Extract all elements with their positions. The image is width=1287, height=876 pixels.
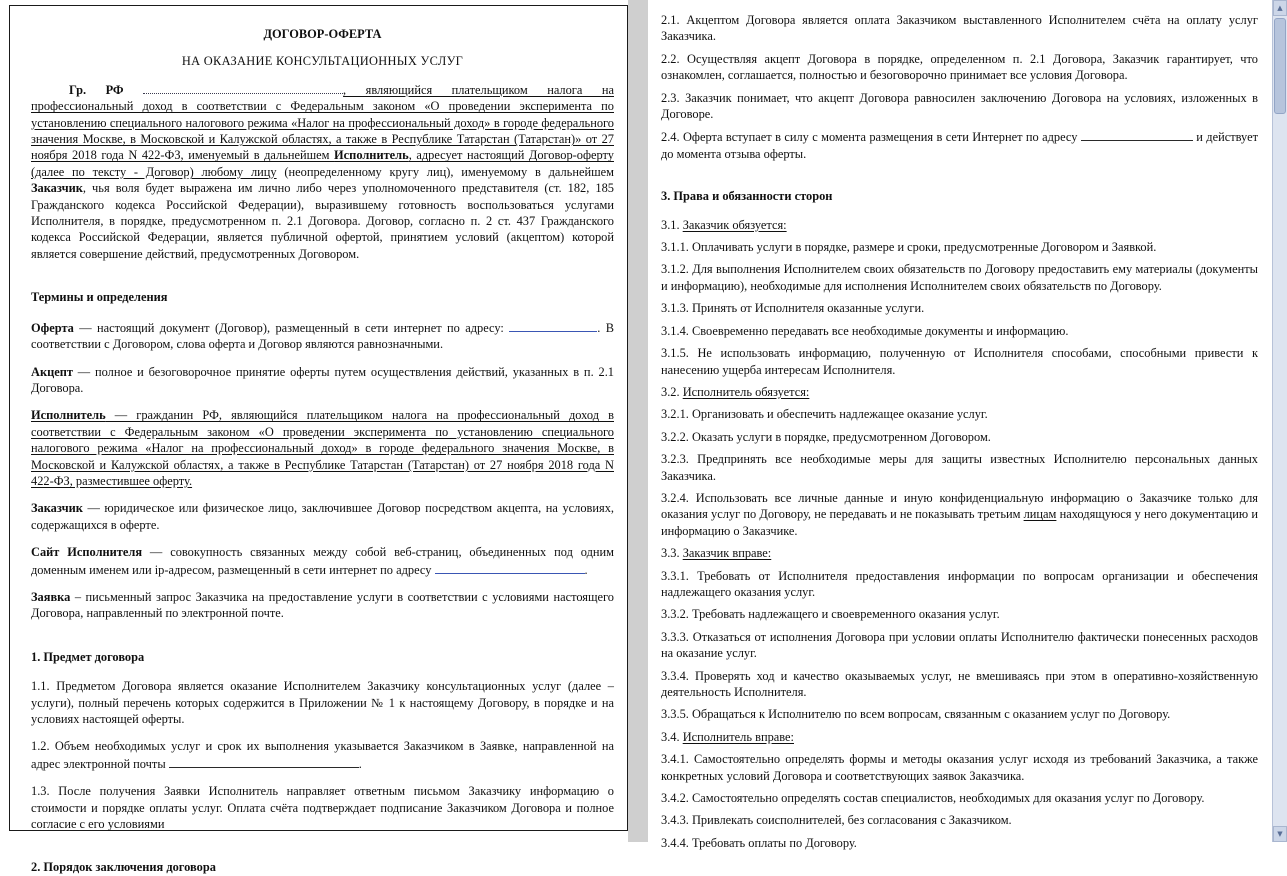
blank-field[interactable] [143, 81, 343, 94]
paragraph [661, 90, 1258, 123]
text-run: 3.3.2. Требовать надлежащего и своевременного оказания услуг. [661, 607, 1000, 622]
text-run: 3.3.5. Обращаться к Исполнителю по всем вопросам, связанным с оказанием услуг по Договору. [661, 707, 1171, 722]
blank-field[interactable] [1081, 128, 1193, 141]
page-2-content [648, 0, 1272, 851]
text-run: находящуюся у него документацию и информацию о Заказчике. [661, 507, 1258, 538]
text-run: Заявка [31, 589, 71, 604]
text-run: . [584, 562, 588, 577]
text-run: — полное и безоговорочное принятие оферты путем осуществления действий, указанных в п. 2.1 Договора. [31, 364, 614, 395]
text-run: 3.1.5. Не использовать информацию, полученную от Исполнителя способами, способными привести к нанесению ущерба интересам Исполнителя. [661, 346, 1258, 377]
text-run: Акцепт [31, 364, 73, 379]
text-run: (неопределенному кругу лиц), именуемому в дальнейшем [276, 164, 614, 179]
page-gap [628, 0, 648, 842]
paragraph [661, 429, 1258, 445]
paragraph [31, 783, 614, 832]
paragraph [661, 606, 1258, 622]
page-1-content [10, 6, 627, 876]
paragraph [661, 51, 1258, 84]
paragraph [661, 300, 1258, 316]
text-run: 3.4. [661, 729, 683, 744]
text-run: 3.1.3. Принять от Исполнителя оказанные услуги. [661, 301, 925, 316]
text-run: Сайт Исполнителя [31, 545, 143, 560]
document-subtitle [31, 53, 614, 69]
paragraph [661, 261, 1258, 294]
text-run: Гр. РФ [69, 82, 144, 97]
document-title [31, 26, 614, 42]
section-heading [31, 649, 614, 665]
text-run: , чья воля будет выражена им лично либо через уполномоченного представителя (ст. 182, 185 Гражданского кодекса Российской Федерации), выразившему готовность воспользоваться услугами Исполнителя, в порядке, предусмотренном п. 2.1 Договора. Договор, согласно п. 2 ст. 437 Гражданского кодекса Российской Федерации, является публичной офертой, принятием условий (акцептом) которой является совершение действий, предусмотренных Договором. [31, 181, 614, 261]
text-run: — юридическое или физическое лицо, заключившее Договор посредством акцепта, на условиях, содержащихся в оферте. [31, 501, 614, 532]
text-run: 2. Порядок заключения договора [31, 860, 216, 875]
text-run: 1.1. Предметом Договора является оказание Исполнителем Заказчику консультационных услуг (далее – услуги), полный перечень которых содержится в Приложении № 1 к настоящему Договору, в порядке и на условиях настоящей оферты. [31, 679, 614, 726]
paragraph [661, 790, 1258, 806]
text-run: — настоящий документ (Договор), размещенный в сети интернет по адресу: [73, 320, 510, 335]
paragraph [661, 751, 1258, 784]
paragraph [31, 319, 614, 353]
text-run: Исполнитель [334, 148, 409, 163]
text-run: Заказчик [31, 501, 83, 516]
paragraph [661, 568, 1258, 601]
paragraph [661, 451, 1258, 484]
paragraph [661, 384, 1258, 400]
paragraph [31, 81, 614, 262]
paragraph [661, 835, 1258, 851]
scroll-up-button[interactable] [1273, 0, 1287, 16]
text-run: 3.1.4. Своевременно передавать все необходимые документы и информацию. [661, 323, 1069, 338]
paragraph [661, 217, 1258, 233]
text-run: 3.1.2. Для выполнения Исполнителем своих обязательств по Договору предоставить ему материалы (документы и информацию), необходимые для исполнения Исполнителем своих обязательств по Договору. [661, 262, 1258, 293]
text-run: 3. Права и обязанности сторон [661, 189, 833, 204]
paragraph [31, 738, 614, 772]
scrollbar-thumb[interactable] [1274, 18, 1286, 114]
text-run: Исполнитель обязуется: [682, 384, 810, 399]
paragraph [661, 668, 1258, 701]
paragraph [31, 589, 614, 622]
section-heading [31, 859, 614, 875]
page-1[interactable] [9, 5, 628, 875]
text-run: 2.2. Осуществляя акцепт Договора в порядке, определенном п. 2.1 Договора, Заказчик гарантирует, что ознакомлен, соглашается, полностью и безоговорочно принимает все условия Договора. [661, 51, 1258, 83]
text-run: Оферта [31, 320, 74, 335]
text-run: 2.3. Заказчик понимает, что акцепт Договора равносилен заключению Договора на условиях, изложенных в Договоре. [661, 90, 1258, 122]
text-run: 3.2.3. Предпринять все необходимые меры для защиты известных Исполнителю персональных данных Заказчика. [661, 452, 1258, 483]
scroll-down-icon: ▼ [1277, 829, 1283, 838]
paragraph [661, 12, 1258, 45]
section-heading [661, 188, 1258, 204]
text-run: 1. Предмет договора [31, 649, 145, 664]
text-run: 3.4.3. Привлекать соисполнителей, без согласования с Заказчиком. [661, 813, 1012, 828]
text-run: 3.2.4. Использовать все личные данные и иную конфиденциальную информацию о Заказчике только для оказания услуг по Договору, не передавать и не показывать третьим [661, 490, 1258, 522]
paragraph [661, 128, 1258, 162]
text-run: 3.3.4. Проверять ход и качество оказываемых услуг, не вмешиваясь при этом в оперативно-хозяйственную деятельность Исполнителя. [661, 668, 1258, 699]
scroll-up-icon: ▲ [1277, 3, 1283, 12]
paragraph [661, 239, 1258, 255]
text-run: лицам [1023, 507, 1057, 522]
text-run: ДОГОВОР-ОФЕРТА [263, 27, 382, 41]
text-run: 1.2. Объем необходимых услуг и срок их выполнения указывается Заказчиком в Заявке, направленной на адрес электронной почты [31, 739, 614, 771]
page-2[interactable] [648, 0, 1272, 850]
text-run: – письменный запрос Заказчика на предоставление услуги в соответствии с условиями настоящего Договора, направленный по электронной почте. [31, 589, 614, 621]
text-run: — гражданин РФ, являющийся плательщиком налога на профессиональный доход в соответствии с Федеральным законом «О проведении эксперимента по установлению специального налогового режима «Налог на профессиональный доход» в городе федерального значения Москве, в Московской и Калужской областях, а также в Республике Татарстан (Татарстан) от 27 ноября 2018 года N 422-ФЗ, разместившее оферту. [31, 408, 614, 488]
text-run: Исполнитель вправе: [682, 729, 794, 744]
text-run: 2.4. Оферта вступает в силу с момента размещения в сети Интернет по адресу [661, 130, 1081, 145]
text-run: 3.4.4. Требовать оплаты по Договору. [661, 835, 857, 850]
text-run: 3.3.3. Отказаться от исполнения Договора при условии оплаты Исполнителю фактически понесенных расходов на оказание услуг. [661, 629, 1258, 661]
paragraph [661, 323, 1258, 339]
text-run: — совокупность связанных между собой веб-страниц, объединенных под одним доменным именем или ip-адресом, размещенный в сети интернет по адресу [31, 545, 615, 577]
paragraph [31, 407, 614, 489]
text-run: 3.4.1. Самостоятельно определять формы и методы оказания услуг исходя из требований Заказчика, а также конкретных условий Договора и соответствующих заявок Заказчика. [661, 752, 1258, 783]
paragraph [661, 345, 1258, 378]
text-run: , являющийся плательщиком налога на профессиональный доход в соответствии с Федеральным законом «О проведении эксперимента по установлению специального налогового режима «Налог на профессиональный доход» в городе федерального значения Москве, в Московской и Калужской областях, а также в Республике Татарстан (Татарстан)» от 27 ноября 2018 года N 422-ФЗ, именуемый в дальнейшем [31, 82, 614, 163]
text-run: и действует до момента отзыва оферты. [661, 130, 1258, 161]
paragraph [31, 678, 614, 727]
scroll-down-button[interactable] [1273, 826, 1287, 842]
text-run: Заказчик вправе: [682, 546, 772, 561]
text-run: 3.1.1. Оплачивать услуги в порядке, размере и сроки, предусмотренные Договором и Заявкой. [661, 240, 1157, 255]
text-run: 3.4.2. Самостоятельно определять состав специалистов, необходимых для оказания услуг по Договору. [661, 791, 1205, 806]
text-run: . [358, 756, 362, 771]
paragraph [661, 406, 1258, 422]
text-run: Заказчик обязуется: [682, 217, 787, 232]
text-run: 3.2.2. Оказать услуги в порядке, предусмотренном Договором. [661, 429, 991, 444]
text-run: 3.3.1. Требовать от Исполнителя предоставления информации по вопросам организации и обеспечения надлежащего оказания услуг. [661, 568, 1258, 599]
text-run: Заказчик [31, 181, 83, 196]
paragraph [661, 490, 1258, 539]
text-run: 3.1. [661, 217, 683, 232]
paragraph [31, 544, 614, 578]
paragraph [31, 364, 614, 397]
paragraph [661, 729, 1258, 745]
text-run: 2.1. Акцептом Договора является оплата Заказчиком выставленного Исполнителем счёта на оплату услуг Заказчика. [661, 13, 1258, 44]
paragraph [661, 629, 1258, 662]
section-heading [31, 289, 614, 305]
paragraph [661, 706, 1258, 722]
text-run: 1.3. После получения Заявки Исполнитель направляет ответным письмом Заказчику информацию о стоимости и порядке оплаты услуг. Оплата счёта подтверждает подписание Заказчиком Договора и полное согласие с его условиями [31, 784, 614, 832]
blank-field[interactable] [435, 561, 585, 574]
text-run: . В соответствии с Договором, слова оферта и Договор являются равнозначными. [31, 320, 614, 352]
text-run: НА ОКАЗАНИЕ КОНСУЛЬТАЦИОННЫХ УСЛУГ [181, 54, 464, 69]
text-run: 3.3. [661, 546, 683, 561]
text-run: Исполнитель [31, 408, 106, 423]
paragraph [661, 545, 1258, 561]
blank-field[interactable] [509, 319, 597, 332]
text-run: Термины и определения [31, 290, 168, 305]
blank-field[interactable] [169, 755, 359, 768]
text-run: 3.2.1. Организовать и обеспечить надлежащее оказание услуг. [661, 407, 988, 422]
paragraph [661, 812, 1258, 828]
paragraph [31, 500, 614, 533]
vertical-scrollbar[interactable] [1272, 0, 1287, 842]
text-run: , адресует настоящий Договор-оферту (далее по тексту - Договор) любому лицу [31, 148, 614, 179]
text-run: 3.2. [661, 384, 683, 399]
